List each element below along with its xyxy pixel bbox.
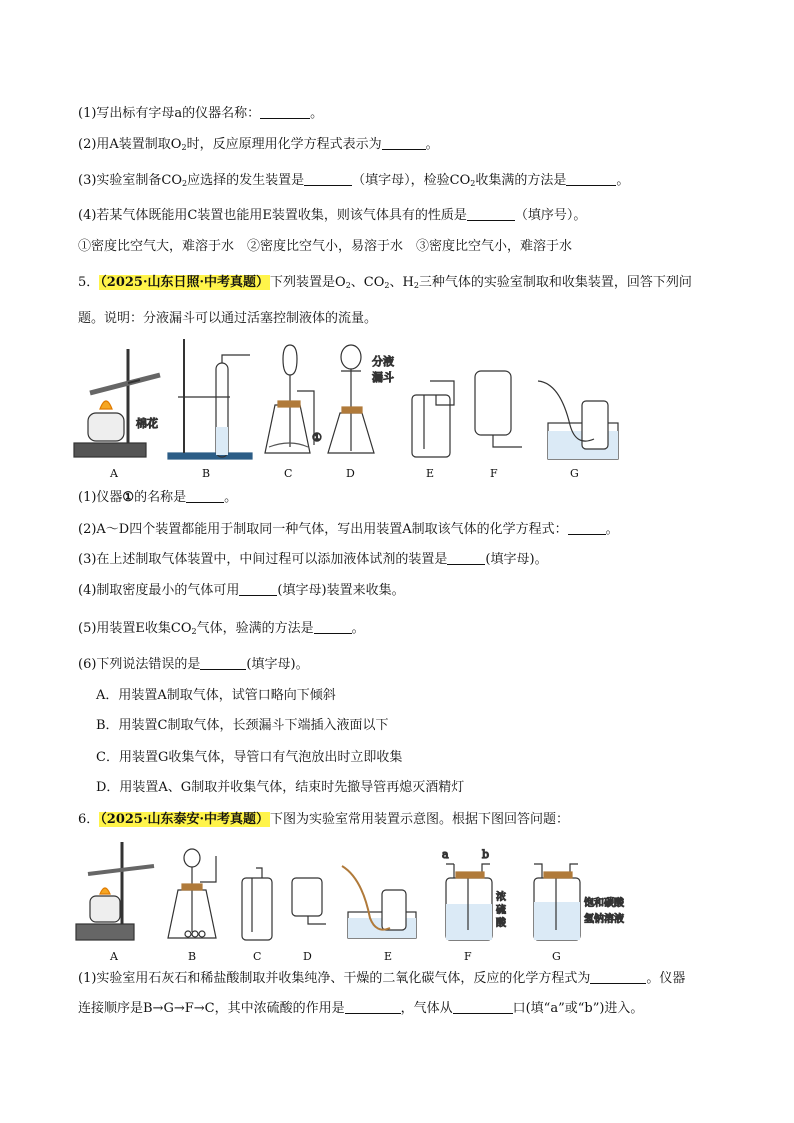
label-c: C	[284, 467, 293, 480]
apparatus-g	[538, 381, 618, 459]
apparatus-f	[475, 371, 522, 447]
q5-number: 5．	[78, 275, 100, 290]
answer-blank[interactable]	[447, 552, 485, 565]
apparatus-f	[442, 848, 507, 940]
apparatus-a	[74, 349, 160, 457]
acid-label-1: 浓	[496, 892, 506, 903]
q6-sub1-text3: 连接顺序是B→G→F→C，其中浓硫酸的作用是	[78, 1001, 345, 1016]
label-e: E	[426, 467, 435, 480]
apparatus-e	[412, 381, 454, 457]
q4-part3: (3)实验室制备$CO_2$应选择的发生装置是 （填字母），检验$CO_2$收集满的方法是 。	[78, 173, 630, 188]
q4-part2-end: 。	[425, 137, 439, 152]
label-d: D	[303, 950, 312, 963]
q5-intro-c: 、H	[389, 275, 414, 290]
apparatus-c	[265, 345, 322, 453]
q6-sub1-text5: 口(填“a”或“b”)进入。	[512, 1001, 644, 1016]
funnel-label-2: 漏斗	[372, 371, 394, 384]
label-a: A	[110, 950, 118, 963]
q6-source-tag: （2025·山东泰安·中考真题）	[100, 812, 270, 827]
funnel-label-1: 分液	[372, 355, 394, 368]
q5-source-tag: （2025·山东日照·中考真题）	[100, 275, 270, 290]
q5-intro-a: 下列装置是O	[270, 275, 346, 290]
acid-label-2: 硫	[496, 905, 506, 916]
q4-part2-text2: 时，反应原理用化学方程式表示为	[186, 137, 382, 152]
answer-blank[interactable]	[382, 137, 426, 150]
q4-part3-text2: 应选择的发生装置是	[187, 173, 305, 188]
apparatus-d	[328, 345, 394, 453]
answer-blank[interactable]	[186, 490, 224, 503]
q4-part4	[78, 207, 586, 225]
q5-sub4-end: (填字母)装置来收集。	[277, 583, 405, 598]
q5-sub4-text: (4)制取密度最小的气体可用	[78, 583, 240, 598]
q5-sub1-circle: ①	[122, 490, 135, 505]
answer-blank[interactable]	[566, 173, 616, 186]
q5-sub1-end: 。	[224, 490, 238, 505]
apparatus-b	[168, 339, 252, 459]
q5-sub5-end: 。	[351, 621, 365, 636]
q6-sub1-text4: ，气体从	[400, 1001, 453, 1016]
q6-sub1-text2: 。仪器	[646, 971, 686, 986]
label-b-port: b	[482, 848, 490, 861]
q5-option-c: C．用装置G收集气体，导管口有气泡放出时立即收集	[96, 750, 403, 765]
q4-options: ①密度比空气大，难溶于水 ②密度比空气小，易溶于水 ③密度比空气小，难溶于水	[78, 239, 573, 254]
acid-label-3: 酸	[496, 918, 506, 929]
answer-blank[interactable]	[314, 621, 352, 634]
solution-label-2: 氢钠溶液	[584, 914, 624, 925]
cotton-label: 棉花	[136, 417, 158, 430]
q5-sub5-text: (5)用装置E收集CO	[78, 621, 192, 636]
answer-blank[interactable]	[200, 657, 246, 670]
q4-part4-end: （填序号）。	[514, 208, 587, 223]
q6-header	[78, 811, 569, 829]
q5-option-d: D．用装置A、G制取并收集气体，结束时先撤导管再熄灭酒精灯	[96, 780, 465, 795]
apparatus-g	[534, 864, 625, 940]
label-a-port: a	[442, 848, 449, 861]
q4-part1	[78, 105, 323, 123]
q4-part4-text: (4)若某气体既能用C装置也能用E装置收集，则该气体具有的性质是	[78, 208, 467, 223]
apparatus-d	[292, 878, 326, 924]
q5-sub6-end: (填字母)。	[246, 657, 309, 672]
q5-option-a: A．用装置A制取气体，试管口略向下倾斜	[96, 688, 336, 703]
q5-intro-b: 、CO	[350, 275, 385, 290]
apparatus-a	[76, 842, 154, 940]
q4-part3-text: (3)实验室制备CO	[78, 173, 183, 188]
apparatus-e	[342, 866, 416, 938]
answer-blank[interactable]	[590, 971, 646, 984]
answer-blank[interactable]	[239, 583, 277, 596]
q5-sub3	[78, 551, 548, 569]
q5-sub4	[78, 582, 405, 600]
q6-apparatus-figure	[70, 838, 640, 966]
q4-part1-text: (1)写出标有字母a的仪器名称：	[78, 106, 261, 121]
q5-sub1-text2: 的名称是	[134, 490, 187, 505]
q5-sub2-end: 。	[605, 522, 619, 537]
q4-part1-end: 。	[310, 106, 324, 121]
q6-sub1-line2	[78, 1000, 643, 1018]
label-f: F	[464, 950, 472, 963]
q5-sub5: (5)用装置E收集$CO_2$气体，验满的方法是 。	[78, 621, 365, 636]
label-circle-1: ①	[312, 431, 322, 444]
q5-intro-d: 三种气体的实验室制取和收集装置，回答下列问	[418, 275, 692, 290]
label-c: C	[253, 950, 262, 963]
q5-apparatus-figure	[70, 335, 630, 485]
q5-sub6-text: (6)下列说法错误的是	[78, 657, 201, 672]
apparatus-b	[168, 849, 216, 938]
q5-sub2-text: (2)A～D四个装置都能用于制取同一种气体，写出用装置A制取该气体的化学方程式：	[78, 522, 568, 537]
q5-option-b: B．用装置C制取气体，长颈漏斗下端插入液面以下	[96, 718, 389, 733]
answer-blank[interactable]	[453, 1001, 513, 1014]
label-d: D	[346, 467, 355, 480]
q4-part2-text: (2)用A装置制取O	[78, 137, 182, 152]
label-a: A	[110, 467, 118, 480]
q6-number: 6．	[78, 812, 100, 827]
q5-header: 5．（2025·山东日照·中考真题）下列装置是$O_2$、$CO_2$、$H_2$三种气体的实验室制取和收集装置，回答下列问	[78, 275, 692, 290]
label-b: B	[188, 950, 197, 963]
q6-sub1	[78, 970, 685, 988]
answer-blank[interactable]	[260, 106, 310, 119]
apparatus-c	[242, 868, 272, 940]
q5-sub1	[78, 489, 237, 507]
answer-blank[interactable]	[304, 173, 352, 186]
answer-blank[interactable]	[345, 1001, 401, 1014]
q5-sub6	[78, 656, 309, 674]
q6-sub1-text: (1)实验室用石灰石和稀盐酸制取并收集纯净、干燥的二氧化碳气体，反应的化学方程式为	[78, 971, 591, 986]
label-b: B	[202, 467, 211, 480]
label-g: G	[552, 950, 561, 963]
q5-sub3-end: (填字母)。	[485, 552, 548, 567]
q4-part2: (2)用A装置制取$O_2$时，反应原理用化学方程式表示为 。	[78, 137, 439, 152]
solution-label-1: 饱和碳酸	[584, 898, 624, 909]
q5-intro-line2: 题。说明：分液漏斗可以通过活塞控制液体的流量。	[78, 311, 378, 326]
q5-sub5-text2: 气体，验满的方法是	[196, 621, 314, 636]
answer-blank[interactable]	[568, 522, 606, 535]
answer-blank[interactable]	[467, 208, 515, 221]
q5-sub3-text: (3)在上述制取气体装置中，中间过程可以添加液体试剂的装置是	[78, 552, 448, 567]
label-g: G	[570, 467, 579, 480]
label-f: F	[490, 467, 498, 480]
q5-sub2	[78, 521, 619, 539]
label-e: E	[384, 950, 393, 963]
q6-intro: 下图为实验室常用装置示意图。根据下图回答问题：	[270, 812, 570, 827]
q4-part3-text4: 收集满的方法是	[475, 173, 567, 188]
q5-sub1-text: (1)仪器	[78, 490, 123, 505]
q4-part3-end: 。	[616, 173, 630, 188]
q4-part3-text3: （填字母），检验CO	[352, 173, 471, 188]
